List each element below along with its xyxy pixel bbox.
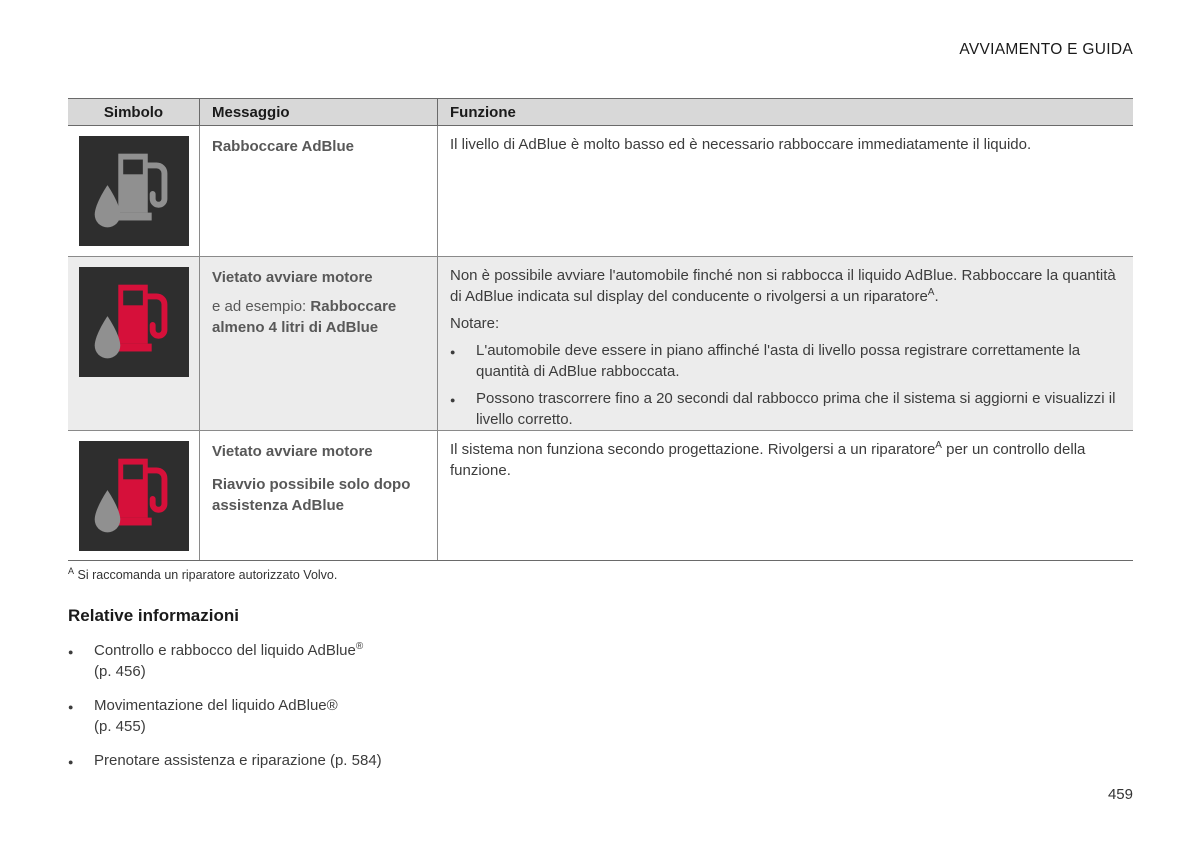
list-item <box>68 695 588 737</box>
message-cell <box>199 431 437 560</box>
function-text: Il livello di AdBlue è molto basso ed è necessario rabboccare immediatamente il liquido. <box>450 136 1032 153</box>
table-row <box>68 126 1133 257</box>
message-title: Vietato avviare motore <box>212 443 373 460</box>
adblue-pump-droplet-red-icon <box>79 267 189 377</box>
column-header-simbolo: Simbolo <box>103 103 164 121</box>
registered-trademark-icon: ® <box>355 641 364 652</box>
adblue-pump-droplet-red-icon <box>79 441 189 551</box>
message-title: Rabboccare AdBlue <box>212 138 354 155</box>
bullet-icon: ● <box>450 395 456 405</box>
function-cell <box>437 257 1133 430</box>
bullet-icon: ● <box>450 347 456 357</box>
function-intro: Non è possibile avviare l'automobile finché non si rabbocca il liquido AdBlue. Rabboccare la quantità di AdBlue indicata sul display del conducente o rivolgersi a un riparatore$^A$. <box>450 267 1116 305</box>
footnote-ref: A <box>935 440 942 451</box>
page-number: 459 <box>1107 786 1133 803</box>
symbol-cell <box>68 257 199 430</box>
symbol-cell <box>68 431 199 560</box>
message-cell <box>199 257 437 430</box>
symbol-cell <box>68 126 199 256</box>
section-header: AVVIAMENTO E GUIDA <box>959 41 1133 58</box>
message-subtitle: Riavvio possibile solo dopo assistenza AdBlue <box>212 476 411 514</box>
footnote-ref: A <box>927 287 935 298</box>
function-text: Il sistema non funziona secondo progettazione. Rivolgersi a un riparatore$^A$ per un controllo della funzione. <box>450 440 1086 479</box>
column-header-funzione: Funzione <box>437 99 1133 125</box>
bullet-icon: ● <box>68 702 74 712</box>
related-link[interactable]: Prenotare assistenza e riparazione (p. 584) <box>94 752 382 769</box>
related-link[interactable]: Movimentazione del liquido AdBlue® (p. 455) <box>94 697 338 735</box>
notare-label: Notare: <box>450 315 500 332</box>
table-footnote: $^A$ Si raccomanda un riparatore autorizzato Volvo. <box>68 565 338 582</box>
message-subtitle: e ad esempio: Rabboccare almeno 4 litri di AdBlue <box>212 298 397 336</box>
bullet-icon: ● <box>68 757 74 767</box>
function-cell <box>437 126 1133 256</box>
list-item: ● Possono trascorrere fino a 20 secondi dal rabbocco prima che il sistema si aggiorni e visualizzi il livello corretto. <box>450 390 1116 428</box>
adblue-messages-table <box>68 98 1133 561</box>
column-header-messaggio: Messaggio <box>199 99 437 125</box>
list-item: ● L'automobile deve essere in piano affinché l'asta di livello possa registrare correttamente la quantità di AdBlue rabboccata. <box>450 342 1081 380</box>
related-link[interactable]: Controllo e rabbocco del liquido AdBlue® (p. 456) <box>94 641 364 680</box>
list-item <box>68 750 588 771</box>
related-information-title: Relative informazioni <box>68 606 239 625</box>
related-information-section <box>68 606 588 784</box>
message-title: Vietato avviare motore <box>212 269 373 286</box>
adblue-pump-droplet-gray-icon <box>79 136 189 246</box>
message-cell <box>199 126 437 256</box>
table-row <box>68 431 1133 561</box>
table-row <box>68 257 1133 431</box>
table-header-row <box>68 98 1133 126</box>
list-item <box>68 640 588 682</box>
footnote-marker: A <box>68 565 75 576</box>
function-cell <box>437 431 1133 560</box>
bullet-icon: ● <box>68 647 74 657</box>
function-bullet-list <box>450 340 1119 430</box>
